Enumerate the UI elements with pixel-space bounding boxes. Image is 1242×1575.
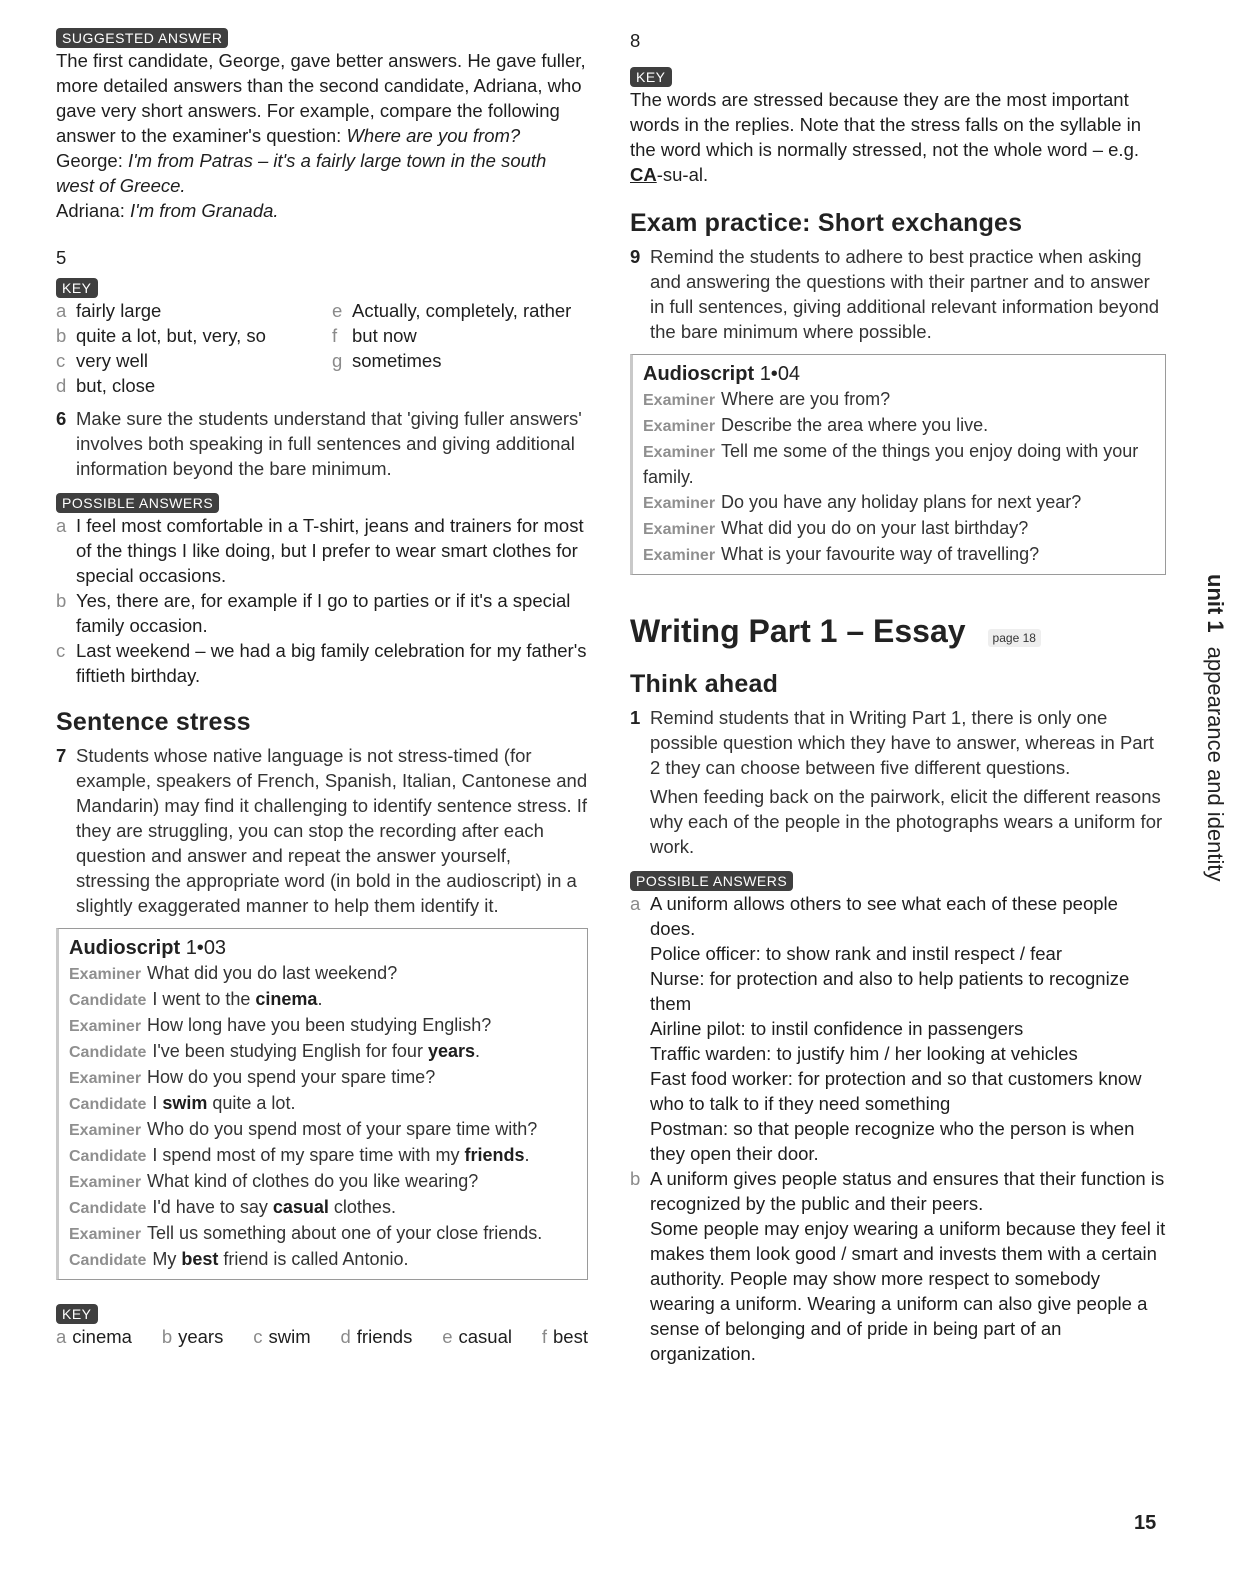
writing-part-heading [630, 613, 1166, 650]
page-number: 15 [1134, 1512, 1157, 1534]
george-label: George: [56, 150, 123, 171]
exercise-1-text-2: When feeding back on the pairwork, elicit the different reasons why each of the people in the photographs wears a uniform for work. [650, 786, 1163, 857]
line-text: What is your favourite way of travelling? [721, 544, 1040, 564]
key-badge-5: KEY [56, 278, 98, 298]
possible-answer-a [630, 891, 1166, 1166]
speaker-label: Examiner [69, 1018, 142, 1035]
audioscript-label: Audioscript [69, 937, 181, 959]
exercise-7 [56, 743, 588, 918]
sentence-stress-heading: Sentence stress [56, 708, 251, 736]
answer-letter: b [56, 590, 67, 611]
key-text: friends [356, 1326, 413, 1347]
key-letter: f [541, 1326, 547, 1347]
line-text: I went to the [152, 989, 256, 1009]
key-item [542, 1324, 588, 1349]
key-item [56, 298, 332, 323]
key-item [332, 323, 588, 348]
line-text-end: quite a lot. [207, 1093, 296, 1113]
answer-line: Fast food worker: for protection and so that customers know who to talk to if they need something [650, 1068, 1142, 1114]
speaker-label: Candidate [69, 1044, 147, 1061]
audioscript-lines [69, 961, 577, 1273]
stressed-word: cinema [255, 989, 318, 1009]
exercise-1 [630, 705, 1166, 859]
possible-answer-b-lines [650, 1166, 1166, 1366]
audioscript-line [69, 1039, 577, 1065]
adriana-answer: I'm from Granada. [130, 200, 279, 221]
audioscript-line [69, 1065, 577, 1091]
answer-line: A uniform allows others to see what each of these people does. [650, 893, 1118, 939]
stressed-word: best [181, 1249, 219, 1269]
unit-label: unit 1 [1203, 574, 1228, 633]
speaker-label: Examiner [643, 521, 716, 538]
key-letter: d [56, 375, 67, 396]
key-text: years [178, 1326, 224, 1347]
audioscript-number-2: 1•04 [759, 363, 801, 385]
audioscript-line [69, 1117, 577, 1143]
line-text: How do you spend your spare time? [147, 1067, 436, 1087]
audioscript-line [643, 439, 1155, 490]
audioscript-lines-2 [643, 387, 1155, 568]
key-7-list [56, 1324, 588, 1349]
key-text: cinema [72, 1326, 132, 1347]
line-text: Tell us something about one of your close friends. [147, 1223, 543, 1243]
stressed-word: friends [464, 1145, 525, 1165]
line-text: Do you have any holiday plans for next year? [721, 492, 1082, 512]
speaker-label: Examiner [69, 1122, 142, 1139]
line-text: What kind of clothes do you like wearing? [147, 1171, 479, 1191]
answer-line: Airline pilot: to instil confidence in passengers [650, 1018, 1024, 1039]
key-text: best [553, 1326, 588, 1347]
audioscript-line [643, 490, 1155, 516]
page-reference: page 18 [988, 629, 1041, 647]
audioscript-line [69, 1143, 577, 1169]
left-column [56, 28, 588, 1349]
line-text: Describe the area where you live. [721, 415, 989, 435]
possible-answer-item [56, 513, 588, 588]
key-letter: b [56, 325, 67, 346]
speaker-label: Examiner [69, 1226, 142, 1243]
exercise-9-number: 9 [630, 246, 641, 267]
stressed-word: swim [162, 1093, 208, 1113]
answer-letter: a [56, 515, 67, 536]
speaker-label: Examiner [643, 392, 716, 409]
answer-line: Some people may enjoy wearing a uniform because they feel it makes them look good / smart and invests them with a certain authority. People may show more respect to somebody wearing a uniform. Wearing a uniform can also give people a sense of belonging and of pride in being part of an organization. [650, 1218, 1166, 1364]
audioscript-line [69, 961, 577, 987]
audioscript-title-2 [643, 361, 1155, 387]
line-text: My [152, 1249, 182, 1269]
suggested-answer-text [56, 48, 588, 223]
exercise-1-number: 1 [630, 707, 641, 728]
audioscript-box-1-04 [630, 354, 1166, 575]
speaker-label: Examiner [643, 495, 716, 512]
line-text: Where are you from? [721, 389, 891, 409]
key-letter: b [161, 1326, 173, 1347]
key-text: but now [352, 325, 417, 346]
key-badge-7: KEY [56, 1304, 98, 1324]
key-item [332, 373, 588, 398]
think-ahead-heading: Think ahead [630, 670, 779, 698]
key-text: very well [76, 350, 148, 371]
key-item [332, 348, 588, 373]
key-item [253, 1324, 310, 1349]
audioscript-line [69, 1247, 577, 1273]
exercise-7-text: Students whose native language is not stress-timed (for example, speakers of French, Spanish, Italian, Cantonese and Mandarin) may find it challenging to identify sentence stress. If they are struggling, you can stop the recording after each question and answer and repeat the answer yourself, stressing the appropriate word (in bold in the audioscript) in a slightly exaggerated manner to help them identify it. [76, 745, 588, 916]
answer-letter: a [630, 893, 641, 914]
possible-answer-item [56, 588, 588, 638]
key-letter: f [332, 325, 338, 346]
key-text: Actually, completely, rather [352, 300, 572, 321]
speaker-label: Examiner [643, 444, 716, 461]
answer-line: Postman: so that people recognize who the person is when they open their door. [650, 1118, 1135, 1164]
exercise-1-text: Remind students that in Writing Part 1, there is only one possible question which they have to answer, whereas in Part 2 they can choose between five different questions. [650, 707, 1154, 778]
audioscript-number: 1•03 [185, 937, 227, 959]
answer-letter: b [630, 1168, 641, 1189]
exercise-9 [630, 244, 1166, 344]
key-item [56, 348, 332, 373]
key-letter [332, 373, 352, 398]
line-text: I [152, 1093, 163, 1113]
stressed-word: casual [272, 1197, 329, 1217]
answer-letter: c [56, 640, 66, 661]
audioscript-line [643, 413, 1155, 439]
key-badge-8: KEY [630, 67, 672, 87]
adriana-label: Adriana: [56, 200, 125, 221]
exercise-9-text: Remind the students to adhere to best practice when asking and answering the questions with their partner and to answer in full sentences, giving additional relevant information beyond the bare minimum where possible. [650, 246, 1160, 342]
answer-line: Traffic warden: to justify him / her looking at vehicles [650, 1043, 1078, 1064]
key-8-text-post: -su-al. [656, 164, 709, 185]
key-8-stressed-syllable: CA [630, 164, 657, 185]
audioscript-line [69, 1195, 577, 1221]
key-text: quite a lot, but, very, so [76, 325, 266, 346]
audioscript-line [69, 1221, 577, 1247]
speaker-label: Examiner [643, 547, 716, 564]
line-text: Who do you spend most of your spare time with? [147, 1119, 538, 1139]
unit-sidebar-text [1202, 574, 1228, 882]
exercise-6 [56, 406, 588, 481]
writing-heading-text: Writing Part 1 – Essay [630, 613, 966, 649]
speaker-label: Examiner [69, 966, 142, 983]
speaker-label: Candidate [69, 1200, 147, 1217]
suggested-text: The first candidate, George, gave better answers. He gave fuller, more detailed answers than the second candidate, Adriana, who gave very short answers. For example, compare the following answer to the examiner's question: [56, 50, 586, 146]
line-text: What did you do on your last birthday? [721, 518, 1029, 538]
audioscript-title [69, 935, 577, 961]
key-item [56, 323, 332, 348]
unit-title: appearance and identity [1203, 646, 1228, 882]
answer-line: Nurse: for protection and also to help patients to recognize them [650, 968, 1130, 1014]
line-text: How long have you been studying English? [147, 1015, 492, 1035]
suggested-answer-badge: SUGGESTED ANSWER [56, 28, 228, 48]
exercise-6-text: Make sure the students understand that 'giving fuller answers' involves both speaking in full sentences and giving additional information beyond the bare minimum. [76, 408, 582, 479]
line-text: I've been studying English for four [152, 1041, 428, 1061]
suggested-question: Where are you from? [346, 125, 521, 146]
speaker-label: Candidate [69, 1252, 147, 1269]
key-letter: d [340, 1326, 351, 1347]
answer-text: Last weekend – we had a big family celebration for my father's fiftieth birthday. [76, 640, 587, 686]
speaker-label: Examiner [69, 1070, 142, 1087]
key-text: swim [268, 1326, 311, 1347]
line-text-end: . [317, 989, 323, 1009]
exercise-6-number: 6 [56, 408, 67, 429]
audioscript-box-1-03 [56, 928, 588, 1280]
audioscript-line [69, 1091, 577, 1117]
line-text: I spend most of my spare time with my [152, 1145, 465, 1165]
possible-answer-b [630, 1166, 1166, 1366]
exercise-7-number: 7 [56, 745, 67, 766]
key-8-text [630, 87, 1166, 187]
key-item [341, 1324, 413, 1349]
audioscript-line [643, 516, 1155, 542]
audioscript-line [69, 1013, 577, 1039]
exercise-8-number: 8 [630, 30, 641, 51]
audioscript-line [69, 1169, 577, 1195]
key-letter: a [56, 300, 67, 321]
possible-answers-list [56, 513, 588, 688]
key-item [56, 1324, 132, 1349]
possible-answer-item [56, 638, 588, 688]
speaker-label: Candidate [69, 1096, 147, 1113]
key-item [442, 1324, 512, 1349]
line-text-end: clothes. [328, 1197, 396, 1217]
key-letter: c [253, 1326, 263, 1347]
speaker-label: Examiner [69, 1174, 142, 1191]
speaker-label: Examiner [643, 418, 716, 435]
exam-practice-heading: Exam practice: Short exchanges [630, 209, 1023, 237]
key-5-list [56, 298, 588, 398]
key-text: casual [458, 1326, 512, 1347]
answer-line: Police officer: to show rank and instil respect / fear [650, 943, 1062, 964]
key-text: fairly large [76, 300, 162, 321]
speaker-label: Candidate [69, 1148, 147, 1165]
unit-sidebar [1196, 574, 1228, 934]
line-text-end: . [475, 1041, 481, 1061]
answer-line: A uniform gives people status and ensures that their function is recognized by the public and their peers. [650, 1168, 1165, 1214]
key-8-text-pre: The words are stressed because they are the most important words in the replies. Note that the stress falls on the syllable in the word which is normally stressed, not the whole word – e.g. [630, 89, 1142, 160]
key-letter: g [332, 350, 343, 371]
audioscript-line [643, 542, 1155, 568]
key-text: but, close [76, 375, 156, 396]
george-answer: I'm from Patras – it's a fairly large town in the south west of Greece. [56, 150, 547, 196]
line-text-end: friend is called Antonio. [218, 1249, 409, 1269]
speaker-label: Candidate [69, 992, 147, 1009]
possible-answer-a-lines [650, 891, 1166, 1166]
stressed-word: years [427, 1041, 476, 1061]
audioscript-line [69, 987, 577, 1013]
key-letter: e [332, 300, 343, 321]
line-text: Tell me some of the things you enjoy doing with your family. [643, 441, 1139, 487]
audioscript-label-2: Audioscript [643, 363, 755, 385]
key-item [162, 1324, 224, 1349]
possible-answers-badge-2: POSSIBLE ANSWERS [630, 871, 793, 891]
key-item [56, 373, 332, 398]
line-text: I'd have to say [152, 1197, 273, 1217]
line-text-end: . [524, 1145, 530, 1165]
exercise-1-body [650, 705, 1166, 859]
audioscript-line [643, 387, 1155, 413]
right-column [630, 28, 1166, 1366]
key-letter: e [442, 1326, 453, 1347]
answer-text: Yes, there are, for example if I go to parties or if it's a special family occasion. [76, 590, 571, 636]
possible-answers-badge: POSSIBLE ANSWERS [56, 493, 219, 513]
exercise-5-number: 5 [56, 247, 67, 268]
key-text: sometimes [352, 350, 442, 371]
key-letter: a [56, 1326, 67, 1347]
answer-text: I feel most comfortable in a T-shirt, jeans and trainers for most of the things I like doing, but I prefer to wear smart clothes for special occasions. [76, 515, 584, 586]
line-text: What did you do last weekend? [147, 963, 398, 983]
key-letter: c [56, 350, 66, 371]
key-item [332, 298, 588, 323]
